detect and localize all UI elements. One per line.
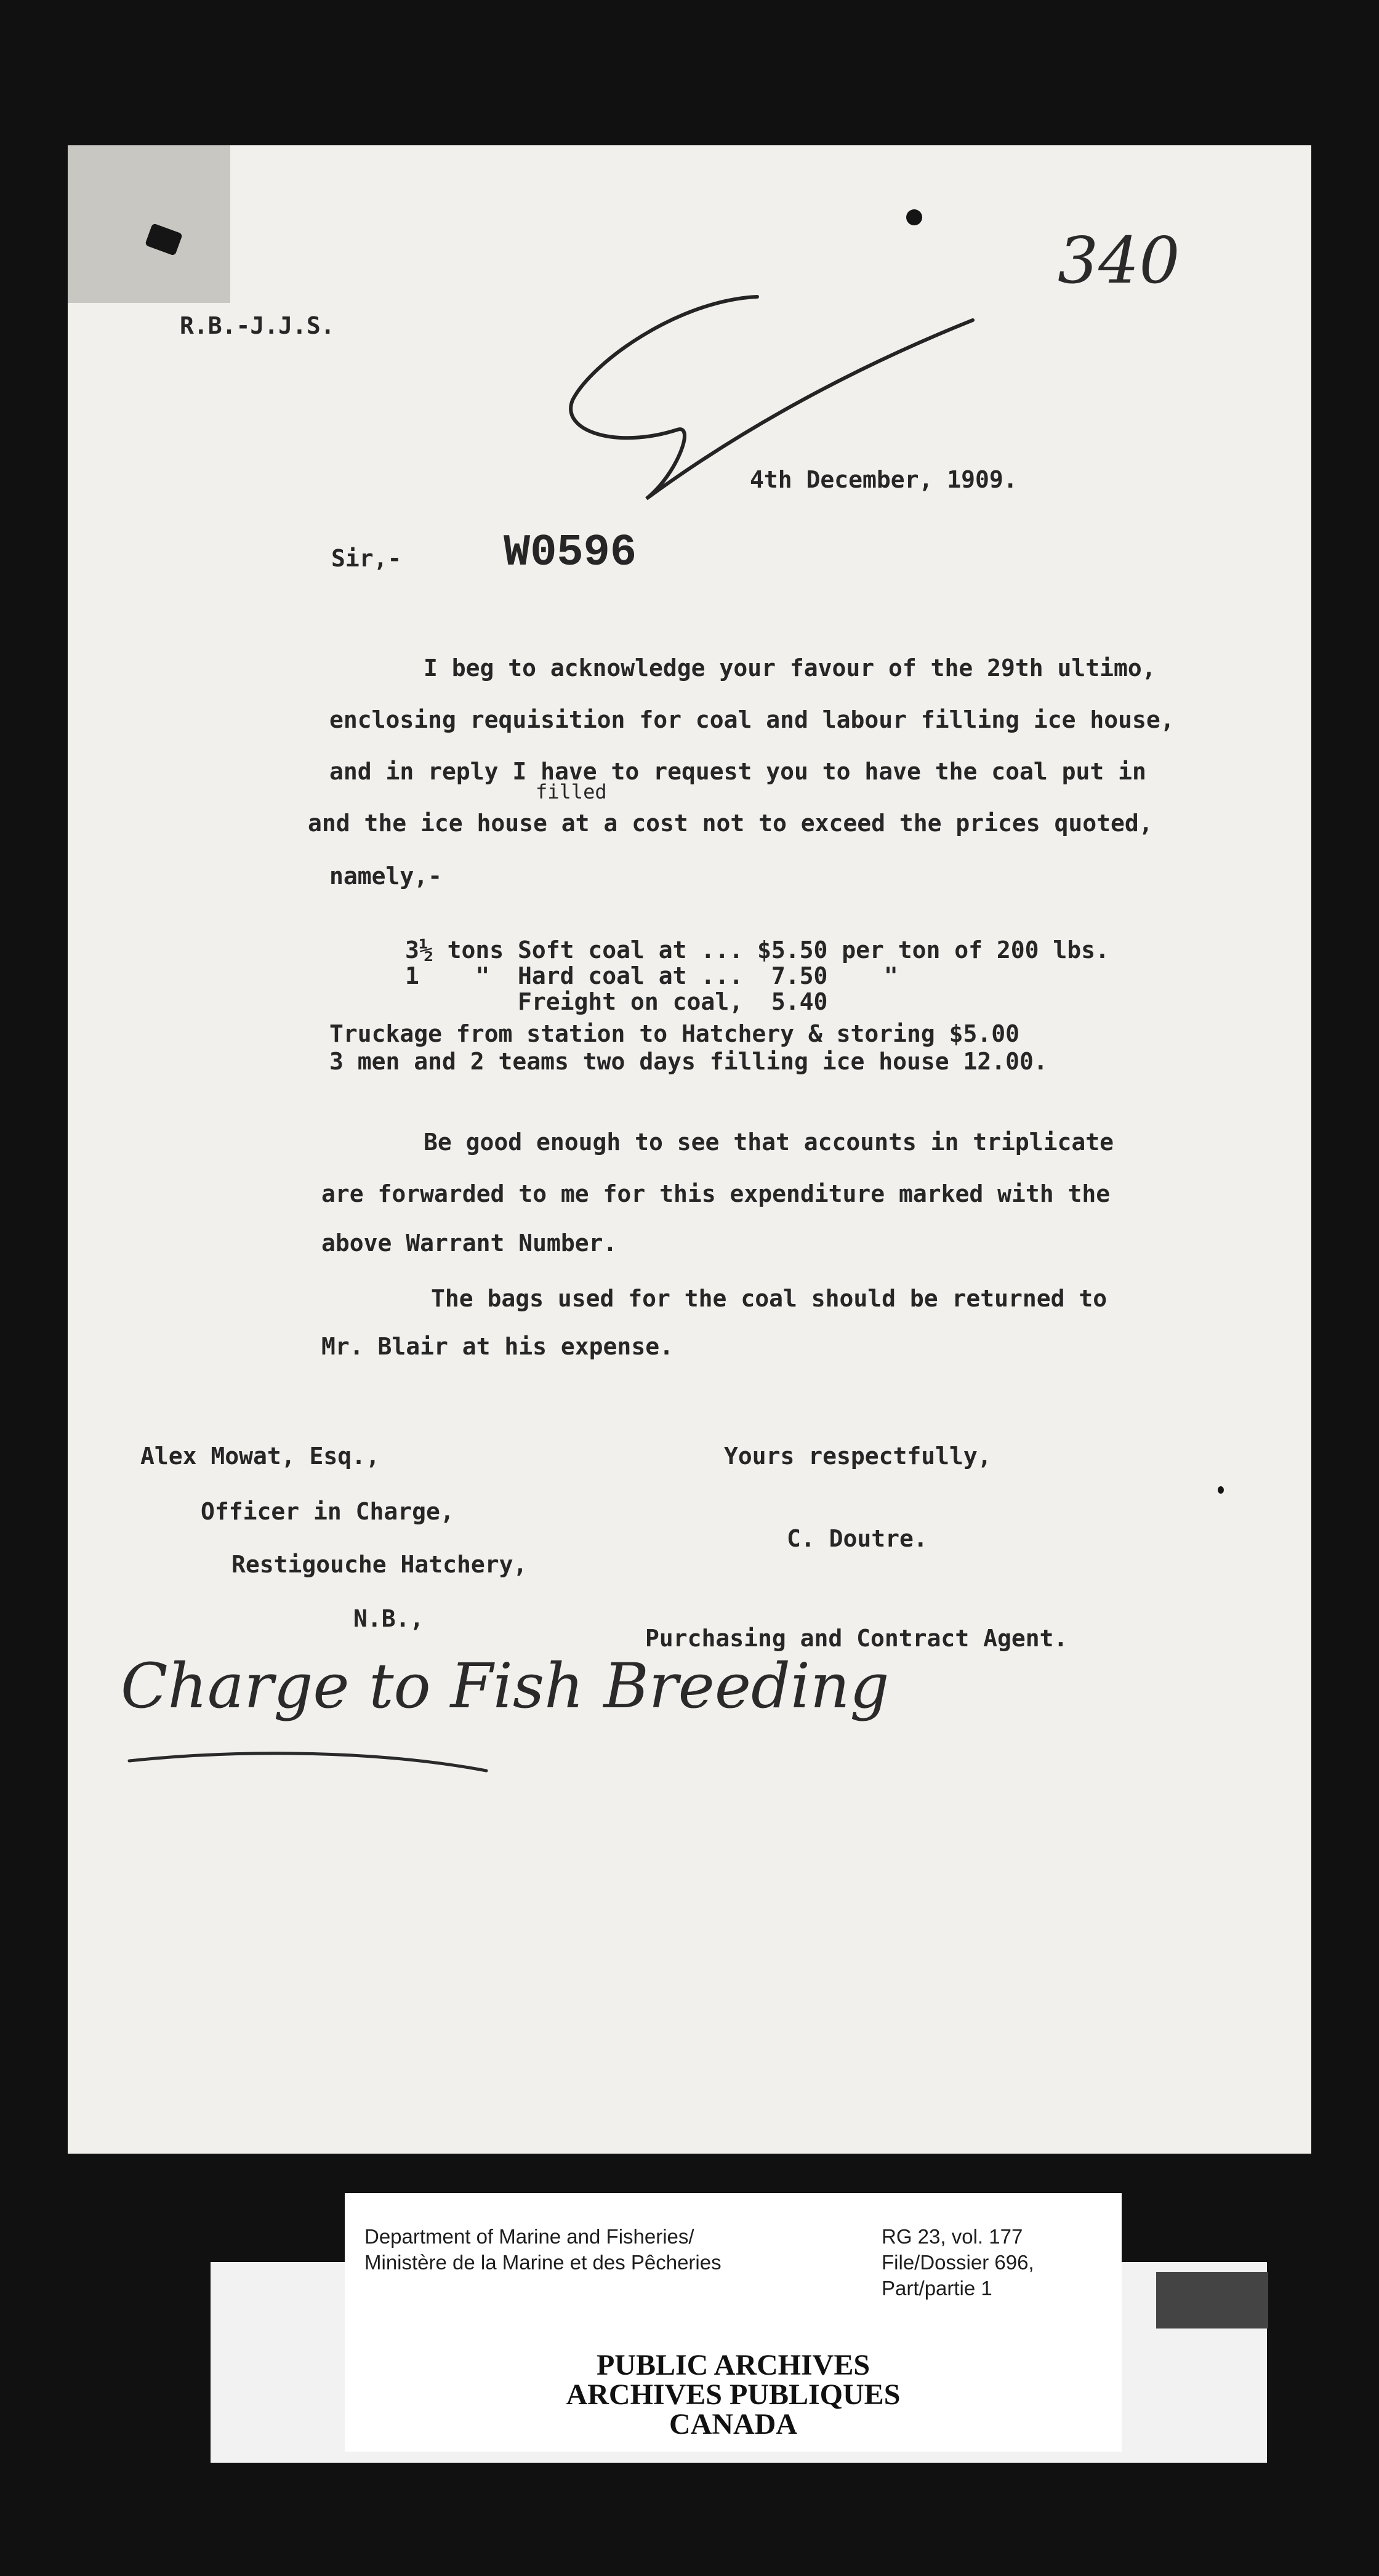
warrant-number: W0596 bbox=[504, 528, 637, 578]
handwritten-note: Charge to Fish Breeding bbox=[121, 1650, 890, 1722]
file-number: File/Dossier 696, bbox=[882, 2251, 1034, 2274]
addressee-line: Restigouche Hatchery, bbox=[231, 1551, 528, 1578]
closing-line: Be good enough to see that accounts in triplicate bbox=[424, 1129, 1114, 1156]
body-line: I beg to acknowledge your favour of the 29th ultimo, bbox=[424, 654, 1156, 682]
part-number: Part/partie 1 bbox=[882, 2277, 992, 2300]
note-underline bbox=[123, 1736, 505, 1785]
record-group: RG 23, vol. 177 bbox=[882, 2225, 1023, 2248]
closing-line: above Warrant Number. bbox=[321, 1230, 617, 1257]
signatory-title: Purchasing and Contract Agent. bbox=[645, 1625, 1068, 1652]
addressee-line: Alex Mowat, Esq., bbox=[140, 1443, 380, 1470]
corner-tab bbox=[68, 145, 230, 303]
label-shadow bbox=[1156, 2272, 1268, 2328]
price-item: 1 " Hard coal at ... 7.50 " bbox=[405, 962, 898, 989]
archive-name-en: PUBLIC ARCHIVES bbox=[596, 2349, 870, 2381]
insertion-word: filled bbox=[536, 780, 607, 803]
closing-line: are forwarded to me for this expenditure marked with the bbox=[321, 1180, 1111, 1207]
body-line: namely,- bbox=[329, 863, 443, 890]
signatory: C. Doutre. bbox=[787, 1525, 928, 1552]
archive-country: CANADA bbox=[669, 2408, 797, 2441]
letter-date: 4th December, 1909. bbox=[750, 466, 1018, 493]
ink-spot bbox=[906, 209, 922, 225]
body-line: and the ice house at a cost not to exceed the prices quoted, bbox=[308, 810, 1153, 837]
page-number: 340 bbox=[1058, 223, 1180, 298]
bags-line: The bags used for the coal should be returned to bbox=[431, 1285, 1108, 1312]
body-line: enclosing requisition for coal and labour filling ice house, bbox=[329, 706, 1175, 733]
complimentary-close: Yours respectfully, bbox=[724, 1443, 992, 1470]
bags-line: Mr. Blair at his expense. bbox=[321, 1333, 673, 1360]
archive-name-fr: ARCHIVES PUBLIQUES bbox=[566, 2378, 901, 2411]
price-item: 3½ tons Soft coal at ... $5.50 per ton of 200 lbs. bbox=[405, 936, 1109, 964]
addressee-line: Officer in Charge, bbox=[201, 1498, 454, 1525]
department-fr: Ministère de la Marine et des Pêcheries bbox=[364, 2251, 722, 2274]
ink-spot bbox=[1218, 1486, 1224, 1494]
reference-initials: R.B.-J.J.S. bbox=[180, 312, 335, 339]
price-item: Truckage from station to Hatchery & storing $5.00 bbox=[329, 1020, 1020, 1047]
price-item: Freight on coal, 5.40 bbox=[405, 988, 828, 1015]
price-item: 3 men and 2 teams two days filling ice house 12.00. bbox=[329, 1048, 1048, 1075]
body-line: and in reply I have to request you to have the coal put in bbox=[329, 758, 1146, 785]
department-en: Department of Marine and Fisheries/ bbox=[364, 2225, 694, 2248]
salutation: Sir,- bbox=[331, 545, 402, 572]
addressee-line: N.B., bbox=[353, 1605, 424, 1632]
